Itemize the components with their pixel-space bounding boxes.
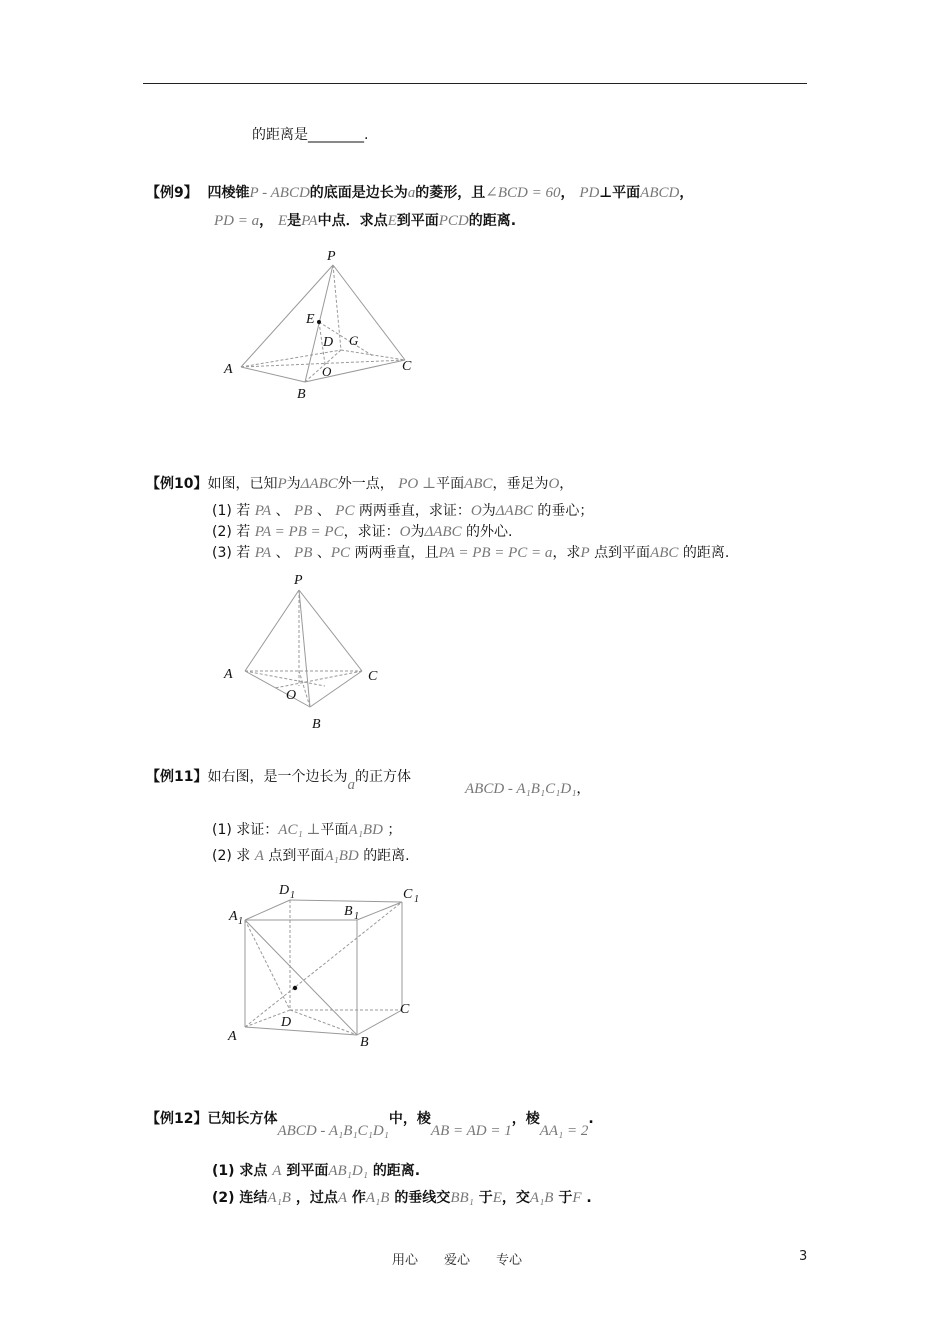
page-number: 3 bbox=[799, 1249, 808, 1264]
label-e: E bbox=[306, 312, 315, 327]
example-12-item1: (1) 求点 A 到平面AB₁D₁ 的距离. bbox=[212, 1163, 421, 1179]
example-11-item1: (1) 求证：AC₁ ⊥平面A₁BD ； bbox=[212, 822, 402, 838]
example-11-tag: 【例11】 bbox=[146, 769, 208, 785]
label-a: A bbox=[228, 1029, 237, 1044]
point-e-dot bbox=[317, 320, 321, 324]
label-a1: A bbox=[229, 909, 238, 924]
label-d: D bbox=[323, 335, 334, 350]
answer-blank: ________ bbox=[308, 127, 364, 143]
label-b: B bbox=[360, 1035, 369, 1050]
label-o: O bbox=[286, 688, 297, 703]
header-rule bbox=[143, 83, 807, 84]
example-11-line1: 【例11】如右图，是一个边长为a的正方体 bbox=[146, 769, 411, 793]
label-d1-sub: 1 bbox=[290, 890, 295, 901]
label-p: P bbox=[327, 249, 336, 264]
label-a1-sub: 1 bbox=[238, 916, 243, 927]
label-b: B bbox=[297, 387, 306, 402]
example-10-line1: 【例10】如图，已知P为ΔABC外一点， PO ⊥平面ABC，垂足为O， bbox=[146, 476, 574, 492]
center-dot bbox=[293, 986, 297, 990]
label-g: G bbox=[349, 333, 359, 348]
label-d1: D bbox=[279, 883, 290, 898]
label-c: C bbox=[402, 359, 412, 374]
example-10-item1: (1) 若 PA 、 PB 、 PC 两两垂直，求证：O为ΔABC 的垂心； bbox=[212, 503, 594, 519]
label-d: D bbox=[281, 1015, 292, 1030]
example-11-item2: (2) 求 A 点到平面A₁BD 的距离. bbox=[212, 848, 410, 864]
example-9-line1: 【例9】 四棱锥P - ABCD的底面是边长为a的菱形，且∠BCD = 60， PD⊥平面ABCD， bbox=[146, 185, 694, 201]
example-9-line2: PD = a， E是PA中点．求点E到平面PCD的距离. bbox=[214, 213, 517, 229]
example-11-solid-name: ABCD - A₁B₁C₁D₁， bbox=[465, 781, 591, 797]
footer-motto: 用心 爱心 专心 bbox=[392, 1253, 523, 1268]
example-10-item3: (3) 若 PA 、 PB 、PC 两两垂直，且PA = PB = PC = a，求P 点到平面ABC 的距离. bbox=[212, 545, 730, 561]
label-p: P bbox=[294, 573, 303, 588]
text: 的距离是 bbox=[252, 127, 308, 143]
label-b: B bbox=[312, 717, 321, 732]
figure-pyramid-9 bbox=[215, 240, 425, 405]
example-10-tag: 【例10】 bbox=[146, 476, 208, 492]
figure-tetrahedron-10 bbox=[215, 568, 390, 733]
label-c: C bbox=[400, 1002, 410, 1017]
label-b1: B bbox=[344, 904, 353, 919]
label-c1-sub: 1 bbox=[414, 894, 419, 905]
example-12-line1: 【例12】已知长方体ABCD - A₁B₁C₁D₁中，棱AB = AD = 1，棱AA₁ = 2. bbox=[146, 1111, 594, 1139]
label-c1: C bbox=[403, 887, 413, 902]
example-12-tag: 【例12】 bbox=[146, 1111, 208, 1127]
continued-question: 的距离是________. bbox=[252, 127, 369, 143]
example-12-item2: (2) 连结A₁B ，过点A 作A₁B 的垂线交BB₁ 于E，交A₁B 于F . bbox=[212, 1190, 592, 1206]
example-9-tag: 【例9】 bbox=[146, 185, 198, 201]
label-b1-sub: 1 bbox=[354, 911, 359, 922]
figure-cube-11 bbox=[220, 875, 430, 1055]
example-10-item2: (2) 若 PA = PB = PC，求证：O为ΔABC 的外心. bbox=[212, 524, 513, 540]
label-c: C bbox=[368, 669, 378, 684]
label-o: O bbox=[322, 364, 332, 379]
label-a: A bbox=[224, 362, 233, 377]
label-a: A bbox=[224, 667, 233, 682]
